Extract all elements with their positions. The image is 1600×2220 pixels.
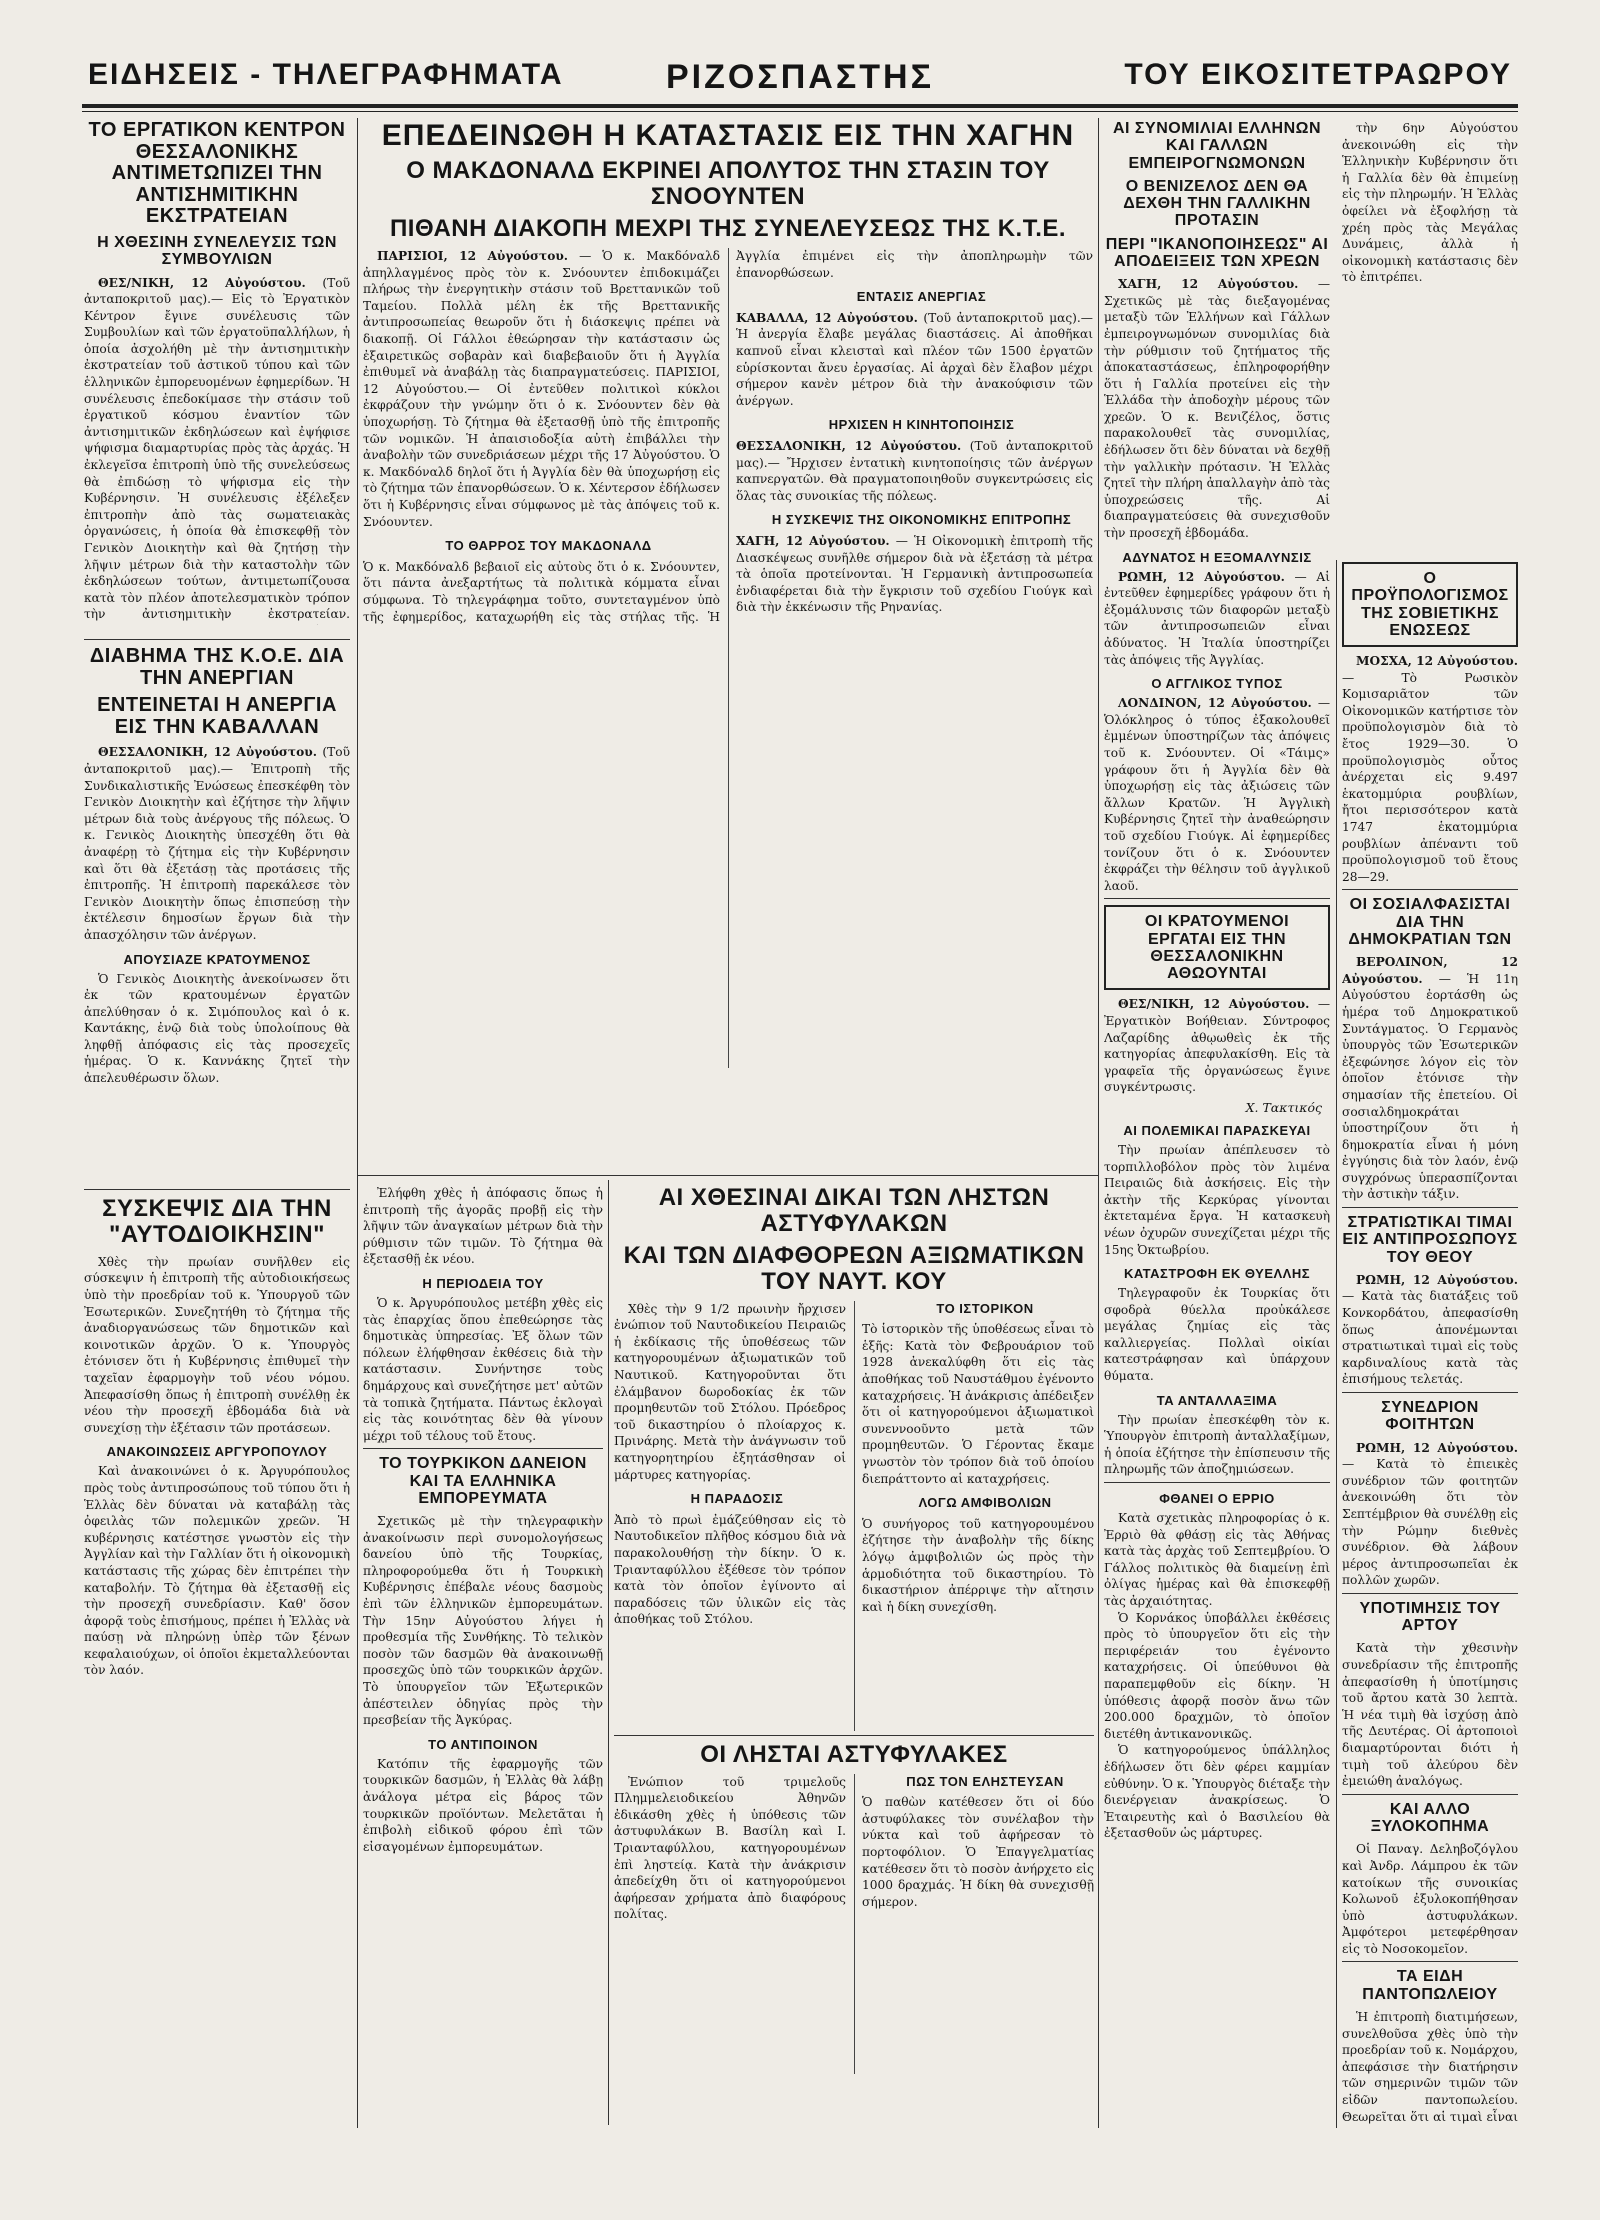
subsection-title: ΛΟΓΩ ΑΜΦΙΒΟΛΙΩΝ xyxy=(918,1495,1052,1511)
body-text: — Ἐργατικὸν Βοήθειαν. Σύντροφος Λαζαρίδης ἀθῳωθεὶς ἐκ τῆς κατηγορίας ἀπεφυλακίσθη. Εἰς τὰ γραφεῖα τῆς ὀργανώσεως ἔγινε συγκέντρωσις. xyxy=(1104,997,1330,1095)
subsection-title: ΗΡΧΙΣΕΝ Η ΚΙΝΗΤΟΠΟΙΗΣΙΣ xyxy=(828,417,1015,433)
section-label-right: ΤΟΥ ΕΙΚΟΣΙΤΕΤΡΑΩΡΟΥ xyxy=(1124,58,1512,91)
divider xyxy=(363,1448,603,1449)
article-labor-center xyxy=(84,120,350,625)
body-text: Χθὲς τὴν 9 1/2 πρωινὴν ἤρχισεν ἐνώπιον τοῦ Ναυτοδικείου Πειραιῶς ἡ ἐκδίκασις τῆς ὑποθέσεως τῶν κατηγορουμένων ἀξιωματικῶν τοῦ Ναυτικοῦ. Κατηγοροῦνται ὅτι ἐλάμβανον δωροδοκίας ἐκ τῶν προμηθευτῶν τοῦ Στόλου. Πρόεδρος τοῦ δικαστηρίου ὁ πλοίαρχος κ. Πρινάρης. Μετὰ τὴν ἀνάγνωσιν τοῦ κατηγορητηρίου ἐξητάσθησαν οἱ μάρτυρες κατηγορίας. xyxy=(614,1301,846,1482)
subsection-title: ΕΝΤΑΣΙΣ ΑΝΕΡΓΙΑΣ xyxy=(856,289,987,305)
section-label-left: ΕΙΔΗΣΕΙΣ - ΤΗΛΕΓΡΑΦΗΜΑΤΑ xyxy=(88,58,564,91)
article-column2-lower xyxy=(363,1185,603,2125)
headline: ΣΥΣΚΕΨΙΣ ΔΙΑ ΤΗΝ "ΑΥΤΟΔΙΟΙΚΗΣΙΝ" xyxy=(102,1195,332,1248)
body-text: — Ἡ 11η Αὐγούστου ἐορτάσθη ὡς ἡμέρα τοῦ Δημοκρατικοῦ Συντάγματος. Ὁ Γερμανὸς ὑπουργὸς τῶν Ἐσωτερικῶν ἐξεφώνησε λόγον εἰς τὸν ὁποῖον ἐτόνισε τὴν σημασίαν τῆς ἐπετείου. Οἱ σοσιαλδημοκράται ὑποστηρίζουν ὅτι ἡ δημοκρατία εἶναι ἡ μόνη ἐγγύησις διὰ τὸν λαόν, ἐνῷ συγχρόνως ὑπερασπίζονται τὴν ἀστικὴν τάξιν. xyxy=(1342,971,1518,1202)
column-divider xyxy=(608,1180,609,2125)
headline: ΟΙ ΚΡΑΤΟΥΜΕΝΟΙ ΕΡΓΑΤΑΙ ΕΙΣ ΤΗΝ ΘΕΣΣΑΛΟΝΙΚΗΝ ΑΘΩΟΥΝΤΑΙ xyxy=(1104,905,1330,990)
subsection-title: ΤΟ ΘΑΡΡΟΣ ΤΟΥ ΜΑΚΔΟΝΑΛΔ xyxy=(445,538,652,554)
headline: ΟΙ ΛΗΣΤΑΙ ΑΣΤΥΦΥΛΑΚΕΣ xyxy=(700,1740,1008,1768)
article-body xyxy=(84,744,350,943)
subsection-title: ΑΝΑΚΟΙΝΩΣΕΙΣ ΑΡΓΥΡΟΠΟΥΛΟΥ xyxy=(106,1444,328,1460)
divider xyxy=(1342,1207,1518,1208)
article-body xyxy=(1342,653,1518,885)
article-body: τὴν 6ην Αὐγούστου ἀνεκοινώθη εἰς τὴν Ἑλληνικὴν Κυβέρνησιν ὅτι ἡ Γαλλία δὲν θὰ ἐπιμείνῃ εἰς τὴν πληρωμήν. Ἡ Ἑλλὰς ὀφείλει νὰ ἐξοφλήσῃ τὰ χρέη πρὸς τὰς Μεγάλας Δυνάμεις, ἀλλὰ ἡ οἰκονομικὴ κατάστασις δὲν τὸ ἐπιτρέπει. xyxy=(1342,121,1518,285)
article-body: Ὁ κατηγορούμενος ὑπάλληλος ἐδήλωσεν ὅτι δὲν φέρει καμμίαν εὐθύνην. Ὁ κ. Ὑπουργὸς διέταξε τὴν διενέργειαν ἀνακρίσεως. Ὁ Ἐταιρευτὴς καὶ ὁ Βασιλείου θὰ ἐξετασθοῦν ὡς μάρτυρες. xyxy=(1104,1743,1330,1841)
subsection-title: ΑΠΟΥΣΙΑΖΕ ΚΡΑΤΟΥΜΕΝΟΣ xyxy=(123,951,311,967)
article-police-trials xyxy=(614,1185,1094,2125)
dateline: ΚΑΒΑΛΛΑ, 12 Αὐγούστου. xyxy=(736,310,918,325)
section-divider xyxy=(357,1175,1098,1176)
column-divider xyxy=(1336,560,1337,2128)
headline: ΕΠΕΔΕΙΝΩΘΗ Η ΚΑΤΑΣΤΑΣΙΣ ΕΙΣ ΤΗΝ ΧΑΓΗΝ xyxy=(381,120,1075,152)
headline: ΔΙΑΒΗΜΑ ΤΗΣ Κ.Ο.Ε. ΔΙΑ ΤΗΝ ΑΝΕΡΓΙΑΝ xyxy=(89,645,345,689)
headline: ΤΟ ΤΟΥΡΚΙΚΟΝ ΔΑΝΕΙΟΝ ΚΑΙ ΤΑ ΕΛΛΗΝΙΚΑ ΕΜΠΟΡΕΥΜΑΤΑ xyxy=(379,1455,587,1507)
article-debt-negotiations xyxy=(1104,120,1330,2125)
article-body: Ἐλήφθη χθὲς ἡ ἀπόφασις ὅπως ἡ ἐπιτροπὴ τῆς ἀγορᾶς προβῇ εἰς τὴν λῆψιν τῶν ἀναγκαίων μέτρων διὰ τὴν ρύθμισιν τῶν τιμῶν. Τὸ ζήτημα θὰ ἐξετασθῇ ἐκ νέου. xyxy=(363,1186,603,1267)
subsection-title: Η ΠΑΡΑΔΟΣΙΣ xyxy=(690,1491,784,1507)
dateline: ΡΩΜΗ, 12 Αὐγούστου. xyxy=(1356,1440,1518,1455)
dateline: ΡΩΜΗ, 12 Αὐγούστου. xyxy=(1356,1272,1518,1287)
article-col5-continuation xyxy=(1342,120,1518,560)
divider xyxy=(1104,1482,1330,1483)
article-body: Ὁ κ. Ἀργυρόπουλος μετέβη χθὲς εἰς τὰς ἐπαρχίας ὅπου ἐπεθεώρησε τὰς δημοτικὰς ὑπηρεσίας. Ἐξ ὅλων τῶν πόλεων ἐλήφθησαν ἐκθέσεις διὰ τὴν κατάστασιν. Συνήντησε τοὺς δημάρχους καὶ συνεζήτησε μετ' αὐτῶν τὰ τοπικὰ ζητήματα. Πάντως ἐκλογαὶ εἰς τὰς κοινότητας δὲν θὰ γίνουν μέχρι τοῦ τέλους τοῦ ἔτους. xyxy=(363,1295,603,1443)
article-body xyxy=(1342,1440,1518,1589)
headline: ΚΑΙ ΤΩΝ ΔΙΑΦΘΟΡΕΩΝ ΑΞΙΩΜΑΤΙΚΩΝ ΤΟΥ ΝΑΥΤ. ΚΟΥ xyxy=(623,1241,1085,1295)
headline: ΤΑ ΕΙΔΗ ΠΑΝΤΟΠΩΛΕΙΟΥ xyxy=(1362,1968,1498,2003)
article-body: Ὁ Γενικὸς Διοικητὴς ἀνεκοίνωσεν ὅτι ἐκ τῶν κρατουμένων ἐργατῶν ἀπελύθησαν ὁ κ. Σιμόπουλος καὶ ὁ κ. Καντάκης, ἐνῷ διὰ τοὺς ὑπολοίπους θὰ ληφθῇ ἀπόφασις εἰς τὰς προσεχεῖς ἡμέρας. Ὁ κ. Καννάκης ζητεῖ τὴν ἀπελευθέρωσιν ὅλων. xyxy=(84,971,350,1086)
headline: ΥΠΟΤΙΜΗΣΙΣ ΤΟΥ ΑΡΤΟΥ xyxy=(1359,1599,1501,1635)
body-text: Ὁ κ. Μακδόναλδ βεβαιοῖ εἰς αὐτοὺς ὅτι ὁ κ. Σνόουντεν, ὅτι πάντα ἀνεξαρτήτως τὰ πολιτικὰ κόμματα εἶναι σύμφωνα. Τὸ τηλεγράφημα τοῦτο, συντεταγμένον ὑπὸ τῆς ἐφημερίδος, καταχωρήθη εἰς τὰς στήλας τῆς. Ἡ Ἀγγλία ἐπιμένει εἰς τὴν ἀποπληρωμὴν τῶν ἐπανορθώσεων. xyxy=(363,249,1093,624)
article-body: Κατὰ σχετικὰς πληροφορίας ὁ κ. Ἐρριὸ θὰ φθάσῃ εἰς τὰς Ἀθήνας κατὰ τὰς ἀρχὰς τοῦ Σεπτεμβρίου. Ὁ Γάλλος πολιτικὸς θὰ διαμείνῃ ἐπὶ ὀλίγας ἡμέρας καὶ θὰ ἐπισκεφθῇ τὰς ἀρχαιότητας. xyxy=(1104,1511,1330,1608)
subsection-title: ΤΟ ΙΣΤΟΡΙΚΟΝ xyxy=(936,1300,1034,1316)
article-body xyxy=(1104,996,1330,1096)
article-body: Σχετικῶς μὲ τὴν τηλεγραφικὴν ἀνακοίνωσιν περὶ συνομολογήσεως δανείου ὑπὸ τῆς Τουρκίας, πληροφορούμεθα ὅτι ἡ Τουρκικὴ Κυβέρνησις ἐπέβαλε νέους δασμοὺς ἐπὶ τῶν ἑλληνικῶν ἐμπορευμάτων. Τὴν 15ην Αὐγούστου λήγει ἡ προθεσμία τῆς Συνθήκης. Τὸ τελικὸν ποσὸν τῶν δασμῶν θὰ ἀνακοινωθῇ προσεχῶς ὑπὸ τῶν τουρκικῶν ἀρχῶν. Τὸ ὑπουργεῖον τῶν Ἐξωτερικῶν ἀπέστειλεν ὁδηγίας πρὸς τὴν πρεσβείαν τῆς Ἀγκύρας. xyxy=(363,1514,603,1728)
body-text: (Τοῦ ἀνταποκριτοῦ μας).— Εἰς τὸ Ἐργατικὸν Κέντρον ἔγινε συνέλευσις τῶν Συμβουλίων καὶ τῶν ἐργατοϋπαλλήλων, ἡ ὁποία ἀσχολήθη μὲ τὴν ἀντισημιτικὴν ἐκστρατείαν τοῦ ἀστικοῦ τύπου καὶ τῶν ἑλληνικῶν ἐμπορευομένων ἐφημερίδων. Ἡ συνέλευσις ἐπεδοκίμασε τὴν στάσιν τοῦ ἐργατικοῦ κόσμου ἐναντίον τῶν ἀντισημιτικῶν ἐκδηλώσεων καὶ ἐψήφισε ψήφισμα διαμαρτυρίας πρὸς τὰς ἀρχάς. Ἡ ἐκλεγεῖσα ἐπιτροπὴ ὑπὸ τῆς συνελεύσεως θὰ ἐπιδώσῃ τὸ ψήφισμα εἰς τὴν Κυβέρνησιν. Ἡ συνέλευσις ἐξέλεξεν ἐπιτροπὴν ἀπὸ τὰς σωματειακὰς ὀργανώσεις, ἡ ὁποία θὰ ἐπισκεφθῇ τὸν Γενικὸν Διοικητὴν καὶ θὰ ζητήσῃ τὴν λῆψιν μέτρων διὰ τὴν καταστολὴν τῶν ἐκδηλώσεων τούτων, ἀντιμετωπίζουσα κατὰ τὸν πλέον ἀποτελεσματικὸν τρόπον τὴν ἀντισημιτικὴν ἐκστρατείαν. xyxy=(84,275,350,622)
divider xyxy=(1342,1392,1518,1393)
column-divider xyxy=(1098,118,1099,2128)
body-text: — Κατὰ τὸ ἐπιεικὲς συνέδριον τῶν φοιτητῶν ἀνεκοινώθη ὅτι τὸν Σεπτέμβριον θὰ συνέλθῃ εἰς τὴν Ρώμην διεθνὲς συνέδριον. Θὰ λάβουν μέρος ἀντιπροσωπεῖαι ἐκ πολλῶν χωρῶν. xyxy=(1342,1457,1518,1588)
article-hague-conference xyxy=(363,120,1093,1170)
dateline: ΧΑΓΗ, 12 Αὐγούστου. xyxy=(736,534,890,549)
article-body xyxy=(1342,954,1518,1203)
headline: ΑΙ ΣΥΝΟΜΙΛΙΑΙ ΕΛΛΗΝΩΝ ΚΑΙ ΓΑΛΛΩΝ ΕΜΠΕΙΡΟΓΝΩΜΟΝΩΝ xyxy=(1112,120,1322,172)
body-text: (Τοῦ ἀνταποκριτοῦ μας).— Ἐπιτροπὴ τῆς Συνδικαλιστικῆς Ἐνώσεως ἐπεσκέφθη τὸν Γενικὸν Διοικητὴν καὶ ἐζήτησε τὴν λῆψιν μέτρων διὰ τοὺς ἀνέργους τῆς πόλεως. Ὁ κ. Γενικὸς Διοικητὴς ὑπεσχέθη ὅτι θὰ ἀναφέρῃ τὸ ζήτημα εἰς τὴν Κυβέρνησιν καὶ ὅτι θὰ ἐξετάσῃ τὰς προτάσεις τῆς ἐπιτροπῆς. Ἡ ἐπιτροπὴ παρεκάλεσε τὸν Γενικὸν Διοικητὴν ὅπως ἐπισπεύσῃ τὴν ἐκτέλεσιν δημοσίων ἔργων διὰ τὴν ἀπασχόλησιν τῶν ἀνέργων. xyxy=(84,745,350,942)
article-self-government xyxy=(84,1185,350,2125)
newspaper-title: ΡΙΖΟΣΠΑΣΤΗΣ xyxy=(666,58,934,96)
article-body xyxy=(1104,569,1330,669)
body-text: — Αἱ ἐντεῦθεν ἐφημερίδες γράφουν ὅτι ἡ ἐξομάλυνσις τῶν διαφορῶν μεταξὺ τῶν ἀντιπροσωπειῶν εἶναι ἀδύνατος. Ἡ Ἰταλία ὑποστηρίζει τὰς ἀπόψεις τῆς Ἀγγλίας. xyxy=(1104,569,1330,667)
dateline: ΘΕΣ/ΝΙΚΗ, 12 Αὐγούστου. xyxy=(98,275,306,290)
headline: ΣΥΝΕΔΡΙΟΝ ΦΟΙΤΗΤΩΝ xyxy=(1381,1399,1479,1434)
article-body xyxy=(1104,276,1330,542)
article-body xyxy=(363,248,1093,1068)
dateline: ΘΕΣΣΑΛΟΝΙΚΗ, 12 Αὐγούστου. xyxy=(98,745,317,760)
divider xyxy=(1342,1961,1518,1962)
subsection-title: ΤΑ ΑΝΤΑΛΛΑΞΙΜΑ xyxy=(1156,1392,1278,1408)
subsection-title: ΠΩΣ ΤΟΝ ΕΛΗΣΤΕΥΣΑΝ xyxy=(906,1773,1064,1789)
divider xyxy=(1342,889,1518,890)
body-text: Ὁ συνήγορος τοῦ κατηγορουμένου ἐζήτησε τὴν ἀναβολὴν τῆς δίκης λόγῳ ἀμφιβολιῶν ὡς πρὸς τὴν ἁρμοδιότητα τοῦ δικαστηρίου. Τὸ δικαστήριον ἀπέρριψε τὴν αἴτησιν καὶ ἡ δίκη συνεχίσθη. xyxy=(862,1516,1094,1614)
article-body: Κατὰ τὴν χθεσινὴν συνεδρίασιν τῆς ἐπιτροπῆς ἀπεφασίσθη ἡ ὑποτίμησις τοῦ ἄρτου κατὰ 30 λεπτὰ. Ἡ νέα τιμὴ θὰ ἰσχύσῃ ἀπὸ τῆς Δευτέρας. Οἱ ἀρτοποιοὶ διαμαρτύρονται διότι ἡ τιμὴ τοῦ ἀλεύρου δὲν ἐμειώθη ἀναλόγως. xyxy=(1342,1641,1518,1789)
article-body: Ὁ Κορνάκος ὑποβάλλει ἐκθέσεις πρὸς τὸ ὑπουργεῖον ὅτι εἰς τὴν περιφέρειάν του ἐγένοντο καταχρήσεις. Οἱ ὑπεύθυνοι θὰ παραπεμφθοῦν εἰς δίκην. Ἡ ὑπόθεσις ἀφορᾷ ποσὸν ἄνω τῶν 200.000 δραχμῶν, τὸ ὁποῖον διετέθη ἀντικανονικῶς. xyxy=(1104,1610,1330,1741)
article-body: Οἱ Παναγ. Δεληβοζόγλου καὶ Ἀνδρ. Λάμπρου ἐκ τῶν κατοίκων τῆς συνοικίας Κολωνοῦ ἐξυλοκοπήθησαν ὑπὸ ἀστυφυλάκων. Ἀμφότεροι μετεφέρθησαν εἰς τὸ Νοσοκομεῖον. xyxy=(1342,1842,1518,1956)
dateline: ΛΟΝΔΙΝΟΝ, 12 Αὐγούστου. xyxy=(1118,696,1312,711)
signature: Χ. Τακτικός xyxy=(1245,1099,1322,1115)
headline: ΚΑΙ ΑΛΛΟ ΞΥΛΟΚΟΠΗΜΑ xyxy=(1370,1800,1490,1836)
body-text: — Ὁ κ. Μακδόναλδ ἀπηλλαγμένος πρὸς τὸν κ. Σνόουντεν ἐπιδοκιμάζει πλήρως τὴν ἐνεργητικὴν στάσιν τοῦ Βρεττανικῶν τοῦ Ταμείου. Πολλὰ μέλη ἐκ τῆς Βρεττανικῆς ἀντιπροσωπείας θεωροῦν ὅτι ἡ διάσκεψις πρέπει νὰ διακοπῇ. Οἱ Γάλλοι ἐθεώρησαν τὴν κατάστασιν ὡς ἐξαιρετικῶς σοβαρὰν καὶ διαβεβαιοῦν ὅτι ἡ Ἀγγλία ἐπιθυμεῖ νὰ ἀναβάλῃ τὰς διαπραγματεύσεις. ΠΑΡΙΣΙΟΙ, 12 Αὐγούστου.— Οἱ ἐντεῦθεν πολιτικοὶ κύκλοι ἐκφράζουν τὴν γνώμην ὅτι ὁ κ. Σνόουντεν δὲν θὰ ὑποχωρήσῃ. Τὸ ζήτημα θὰ ἐξετασθῇ ὑπὸ τῆς ἐπιτροπῆς τῶν νομικῶν. Ἡ ἀπαισιοδοξία αὐτὴ ἐπιβάλλει τὴν ἀναβολὴν τῶν συνεδριάσεων μέχρι τῆς 17 Ἀὐγούστου. Ὁ κ. Μακδόναλδ δηλοῖ ὅτι ἡ Ἀγγλία δὲν θὰ ὑποχωρήσῃ εἰς τὸ ζήτημα τῶν ἐπανορθώσεων. Ὁ κ. Χέντερσον ἐδήλωσεν ὅτι ἡ Κυβέρνησις εἶναι σύμφωνος μὲ τὰς ἀπόψεις τοῦ κ. Σνόουντεν. xyxy=(363,249,721,529)
subsection-title: ΤΟ ΑΝΤΙΠΟΙΝΟΝ xyxy=(428,1736,538,1752)
subsection-title: Ο ΑΓΓΛΙΚΟΣ ΤΥΠΟΣ xyxy=(1151,676,1283,692)
body-text: — Ἡ Οἰκονομικὴ ἐπιτροπὴ τῆς Διασκέψεως συνῆλθε σήμερον διὰ νὰ ἐξετάσῃ τὰ μέτρα τὰ ὁποῖα προτείνονται. Ἡ Γερμανικὴ ἀντιπροσωπεία ἐνδιαφέρεται διὰ τὴν ἔγκρισιν τοῦ σχεδίου Γιούγκ καὶ διὰ τὴν ἐκκένωσιν τῆς Ρηνανίας. xyxy=(736,534,1093,615)
article-body: Τὴν πρωίαν ἐπεσκέφθη τὸν κ. Ὑπουργὸν ἐπιτροπὴ ἀνταλλαξίμων, ἡ ὁποία ἐζήτησε τὴν ἐπίσπευσιν τῆς πληρωμῆς τῶν ἀποζημιώσεων. xyxy=(1104,1412,1330,1477)
body-text: (Τοῦ ἀνταποκριτοῦ μας).— Ἡ ἀνεργία ἔλαβε μεγάλας διαστάσεις. Αἱ ἀποθῆκαι καπνοῦ εἶναι κλεισταὶ καὶ πλέον τῶν 1500 ἐργατῶν εὑρίσκονται ἄνευ ἐργασίας. Αἱ ἀρχαὶ δὲν ἔλαβον μέχρι σήμερον κανὲν μέτρον διὰ τὴν ἀνακούφισιν τῶν ἀνέργων. xyxy=(736,310,1093,408)
subsection-title: Η ΣΥΣΚΕΨΙΣ ΤΗΣ ΟΙΚΟΝΟΜΙΚΗΣ ΕΠΙΤΡΟΠΗΣ xyxy=(771,512,1072,528)
subsection-title: ΚΑΤΑΣΤΡΟΦΗ ΕΚ ΘΥΕΛΛΗΣ xyxy=(1123,1266,1311,1282)
subheadline: Ο ΜΑΚΔΟΝΑΛΔ ΕΚΡΙΝΕΙ ΑΠΟΛΥΤΟΣ ΤΗΝ ΣΤΑΣΙΝ ΤΟΥ ΣΝΟΟΥΝΤΕΝ xyxy=(406,157,1050,211)
article-body: Ἡ ἐπιτροπὴ διατιμήσεων, συνελθοῦσα χθὲς ὑπὸ τὴν προεδρίαν τοῦ κ. Νομάρχου, ἀπεφάσισε τὴν διατήρησιν τῶν σημερινῶν τιμῶν τῶν εἰδῶν παντοπωλείου. Θεωρεῖται ὅτι αἱ τιμαὶ εἶναι xyxy=(1342,2010,1518,2124)
divider xyxy=(614,1735,1094,1736)
article-body xyxy=(614,1301,1094,1731)
dateline: ΧΑΓΗ, 12 Αὐγούστου. xyxy=(1118,277,1299,292)
divider xyxy=(1104,898,1330,899)
article-body: Τηλεγραφοῦν ἐκ Τουρκίας ὅτι σφοδρὰ θύελλα προὐκάλεσε μεγάλας ζημίας εἰς τὰς καλλιεργείας. Πολλαὶ οἰκίαι κατεστράφησαν καὶ ὑπάρχουν θύματα. xyxy=(1104,1286,1330,1384)
masthead-rule-thin xyxy=(82,111,1518,112)
body-text: — Ὁλόκληρος ὁ τύπος ἐξακολουθεῖ ἐμμένων ὑποστηρίζων τὰς ἀπόψεις τοῦ κ. Σνόουντεν. Οἱ «Τάιμς» γράφουν ὅτι ἡ Ἀγγλία δὲν θὰ ὑποχωρήσῃ εἰς τὰς ἀξιώσεις τῶν ἄλλων Κρατῶν. Ἡ Ἀγγλικὴ Κυβέρνησις ζητεῖ τὴν ἀναθεώρησιν τοῦ σχεδίου Γιούγκ. Αἱ ἐφημερίδες τονίζουν ὅτι ὁ κ. Σνόουντεν ἐκφράζει τὴν θέλησιν τοῦ ἀγγλικοῦ λαοῦ. xyxy=(1104,696,1330,893)
dateline: ΘΕΣΣΑΛΟΝΙΚΗ, 12 Αὐγούστου. xyxy=(736,439,962,454)
subsection-title: Η ΠΕΡΙΟΔΕΙΑ ΤΟΥ xyxy=(422,1275,544,1291)
headline: ΟΙ ΣΟΣΙΑΛΦΑΣΙΣΤΑΙ ΔΙΑ ΤΗΝ ΔΗΜΟΚΡΑΤΙΑΝ ΤΩΝ xyxy=(1348,896,1512,948)
article-body: Κατόπιν τῆς ἐφαρμογῆς τῶν τουρκικῶν δασμῶν, ἡ Ἑλλὰς θὰ λάβῃ ἀνάλογα μέτρα εἰς βάρος τῶν τουρκικῶν προϊόντων. Μελετᾶται ἡ ἐπιβολὴ εἰδικοῦ φόρου ἐπὶ τῶν εἰσαγομένων ἐμπορευμάτων. xyxy=(363,1756,603,1854)
column-divider xyxy=(357,118,358,2128)
article-body xyxy=(1104,695,1330,894)
subheadline: ΕΝΤΕΙΝΕΤΑΙ Η ΑΝΕΡΓΙΑ ΕΙΣ ΤΗΝ ΚΑΒΑΛΛΑΝ xyxy=(97,694,337,738)
body-text: — Σχετικῶς μὲ τὰς διεξαγομένας μεταξὺ τῶν Ἑλλήνων καὶ Γάλλων ἐμπειρογνωμόνων συνομιλίας διὰ τὴν ρύθμισιν τοῦ ζητήματος τῆς ἀποκαταστάσεως, ἐπληροφορήθην ὅτι ἡ Γαλλία προτείνει εἰς τὴν Ἑλλάδα τὴν ἀποδοχὴν μέρους τῶν χρεῶν. Ὁ κ. Βενιζέλος, ὅστις παρακολουθεῖ τὰς συνομιλίας, ἐδήλωσεν ὅτι δὲν δύναται νὰ δεχθῇ τὴν γαλλικὴν πρότασιν. Ἡ Ἑλλὰς ζητεῖ τὴν πλήρη ἀπαλλαγὴν ἀπὸ τὰς ὑποχρεώσεις τῆς. Αἱ διαπραγματεύσεις θὰ συνεχισθοῦν τὴν προσεχῆ ἑβδομάδα. xyxy=(1104,277,1330,541)
body-text: Ἐνώπιον τοῦ τριμελοῦς Πλημμελειοδικείου Ἀθηνῶν ἐδικάσθη χθὲς ἡ ὑπόθεσις τῶν ἀστυφυλάκων Β. Βασίλη καὶ Ι. Τριανταφύλλου, κατηγορουμένων ἐπὶ ληστείᾳ. Κατὰ τὴν ἀνάκρισιν ἀπεδείχθη ὅτι οἱ κατηγορούμενοι ἀφήρεσαν χρήματα ἀπὸ διαφόρους πολίτας. xyxy=(614,1774,846,1922)
headline: ΑΙ ΧΘΕΣΙΝΑΙ ΔΙΚΑΙ ΤΩΝ ΛΗΣΤΩΝ ΑΣΤΥΦΥΛΑΚΩΝ xyxy=(658,1185,1050,1237)
body-text: Ἀπὸ τὸ πρωὶ ἐμάζεύθησαν εἰς τὸ Ναυτοδικεῖον πλῆθος κόσμου διὰ νὰ παρακολουθήσῃ τὴν δίκην. Ὁ κ. Τριανταφύλλου ἐξέθεσε τὸν τρόπον κατὰ τὸν ὁποῖον ἐγίνοντο αἱ παραδόσεις τῶν ὑλικῶν εἰς τὰς ἀποθήκας τοῦ Στόλου. xyxy=(614,1512,846,1627)
body-text: (Τοῦ ἀνταποκριτοῦ μας).— Ἤρχισεν ἐντατικὴ κινητοποίησις τῶν ἀνέργων καπνεργατῶν. Θὰ πραγματοποιηθοῦν συγκεντρώσεις εἰς ὅλας τὰς συνοικίας τῆς πόλεως. xyxy=(736,439,1093,503)
subheadline: Η ΧΘΕΣΙΝΗ ΣΥΝΕΛΕΥΣΙΣ ΤΩΝ ΣΥΜΒΟΥΛΙΩΝ xyxy=(97,233,337,269)
headline: Ο ΠΡΟΫΠΟΛΟΓΙΣΜΟΣ ΤΗΣ ΣΟΒΙΕΤΙΚΗΣ ΕΝΩΣΕΩΣ xyxy=(1342,562,1518,647)
article-body xyxy=(84,275,350,626)
subsection-title: ΑΙ ΠΟΛΕΜΙΚΑΙ ΠΑΡΑΣΚΕΥΑΙ xyxy=(1123,1122,1311,1138)
dateline: ΠΑΡΙΣΙΟΙ, 12 Αὐγούστου. xyxy=(377,249,569,264)
divider xyxy=(1342,1794,1518,1795)
headline: ΠΕΡΙ "ΙΚΑΝΟΠΟΙΗΣΕΩΣ" ΑΙ ΑΠΟΔΕΙΞΕΙΣ ΤΩΝ ΧΡΕΩΝ xyxy=(1105,235,1329,270)
subsection-title: ΦΘΑΝΕΙ Ο ΕΡΡΙΟ xyxy=(1159,1491,1275,1507)
subsection-title: ΑΔΥΝΑΤΟΣ Η ΕΞΟΜΑΛΥΝΣΙΣ xyxy=(1122,549,1312,565)
dateline: ΜΟΣΧΑ, 12 Αὐγούστου. xyxy=(1356,654,1518,669)
dateline: ΘΕΣ/ΝΙΚΗ, 12 Αὐγούστου. xyxy=(1118,997,1310,1012)
headline: Ο ΒΕΝΙΖΕΛΟΣ ΔΕΝ ΘΑ ΔΕΧΘΗ ΤΗΝ ΓΑΛΛΙΚΗΝ ΠΡΟΤΑΣΙΝ xyxy=(1123,177,1311,230)
body-text: Τὸ ἱστορικὸν τῆς ὑποθέσεως εἶναι τὸ ἑξῆς: Κατὰ τὸν Φεβρουάριον τοῦ 1928 ἀνεκαλύφθη ὅτι εἰς τὰς ἀποθήκας τοῦ Ναυστάθμου ἐγένοντο καταχρήσεις. Ἡ ἀνάκρισις ἀπέδειξεν ὅτι οἱ κατηγορούμενοι ἀξιωματικοὶ συνεννοοῦντο μετὰ τῶν προμηθευτῶν. Ὁ Γέροντας ἔκαμε γνωστὸν τὸν τρόπον διὰ τοῦ ὁποίου διεπράττοντο αἱ καταχρήσεις. xyxy=(862,1322,1094,1486)
article-col5 xyxy=(1342,562,1518,2125)
article-body: Χθὲς τὴν πρωίαν συνῆλθεν εἰς σύσκεψιν ἡ ἐπιτροπὴ τῆς αὐτοδιοικήσεως ὑπὸ τὴν προεδρίαν τοῦ κ. Ὑπουργοῦ τῶν Ἐσωτερικῶν. Συνεζητήθη τὸ ζήτημα τῆς ἀναδιοργανώσεως τῶν δημοτικῶν καὶ κοινοτικῶν ἀρχῶν. Ὁ κ. Ὑπουργὸς ἐτόνισεν ὅτι ἡ Κυβέρνησις ἐπιθυμεῖ τὴν ταχεῖαν ἐφαρμογὴν τοῦ νέου νόμου. Ἀπεφασίσθη ὅπως ἡ ἐπιτροπὴ συνέλθῃ ἐκ νέου τὴν προσεχῆ ἑβδομάδα διὰ νὰ συνεχίσῃ τὴν ἐξέτασιν τῶν προτάσεων. xyxy=(84,1254,350,1435)
body-text: — Κατὰ τὰς διατάξεις τοῦ Κονκορδάτου, ἀπεφασίσθη ὅπως ἀπονέμωνται στρατιωτικαὶ τιμαὶ εἰς τοὺς καρδιναλίους κατὰ τὰς ἐπισήμους τελετάς. xyxy=(1342,1289,1518,1387)
article-body: Τὴν πρωίαν ἀπέπλευσεν τὸ τορπιλλοβόλον πρὸς τὸν λιμένα Πειραιῶς διὰ ἀσκήσεις. Εἰς τὴν ἀκτὴν τῆς Κερκύρας γίνονται ἐκτεταμένα ἔργα. Ἡ κατασκευὴ νέων ὀχυρῶν συνεχίζεται μέχρι τῆς 15ης Ὀκτωβρίου. xyxy=(1104,1142,1330,1257)
article-body: Καὶ ἀνακοινώνει ὁ κ. Ἀργυρόπουλος πρὸς τοὺς ἀντιπροσώπους τοῦ τύπου ὅτι ἡ Ἑλλὰς δὲν δύναται νὰ καταβάλῃ τὰς ὀφειλὰς τῶν πολεμικῶν χρεῶν. Ἡ κυβέρνησις κατέστησε γνωστὸν εἰς τὴν Ἀγγλίαν καὶ τὴν Γαλλίαν ὅτι ἡ οἰκονομικὴ κατάστασις τῆς χώρας δὲν ἐπιτρέπει τὴν καταβολήν. Τὸ ζήτημα θὰ ἐξετασθῇ εἰς τὴν προσεχῆ συνεδρίασιν. Καθ' ὅσον ἀφορᾷ τοὺς ἐπισήμους, πρέπει ἡ Ἑλλὰς νὰ παύσῃ νὰ πληρώνῃ ὑπὲρ τῶν ξένων κεφαλαιούχων, οἱ ὁποῖοι ἐκμεταλλεύονται τὸν λαόν. xyxy=(84,1464,350,1678)
divider xyxy=(84,1189,350,1190)
divider xyxy=(1342,1593,1518,1594)
masthead-rule xyxy=(82,104,1518,108)
article-body xyxy=(614,1774,1094,2074)
body-text: — Τὸ Ρωσικὸν Κομισαριᾶτον τῶν Οἰκονομικῶν κατήρτισε τὸν προϋπολογισμὸν διὰ τὸ ἔτος 1929—30. Ὁ προϋπολογισμὸς οὗτος ἀνέρχεται εἰς 9.497 ἑκατομμύρια ρουβλίων, ἤτοι περισσότερον κατὰ 1747 ἑκατομμύρια ρουβλίων ἀπέναντι τοῦ προϋπολογισμοῦ τοῦ ἔτους 28—29. xyxy=(1342,670,1518,884)
headline: ΣΤΡΑΤΙΩΤΙΚΑΙ ΤΙΜΑΙ ΕΙΣ ΑΝΤΙΠΡΟΣΩΠΟΥΣ ΤΟΥ ΘΕΟΥ xyxy=(1342,1214,1518,1266)
body-text: Ὁ παθὼν κατέθεσεν ὅτι οἱ δύο ἀστυφύλακες τὸν συνέλαβον τὴν νύκτα καὶ τοῦ ἀφήρεσαν τὸ πορτοφόλιον. Ὁ Ἐπαγγελματίας κατέθεσεν ὅτι τὸ ποσὸν ἀνήρχετο εἰς 1000 δραχμάς. Ἡ δίκη θὰ συνεχισθῇ σήμερον. xyxy=(862,1795,1094,1909)
article-unemployment xyxy=(84,635,350,1175)
dateline: ΒΕΡΟΛΙΝΟΝ, 12 Αὐγούστου. xyxy=(1342,955,1518,986)
headline: ΤΟ ΕΡΓΑΤΙΚΟΝ ΚΕΝΤΡΟΝ ΘΕΣΣΑΛΟΝΙΚΗΣ ΑΝΤΙΜΕΤΩΠΙΖΕΙ ΤΗΝ ΑΝΤΙΣΗΜΙΤΙΚΗΝ ΕΚΣΤΡΑΤΕΙΑΝ xyxy=(88,120,346,228)
subheadline: ΠΙΘΑΝΗ ΔΙΑΚΟΠΗ ΜΕΧΡΙ ΤΗΣ ΣΥΝΕΛΕΥΣΕΩΣ ΤΗΣ Κ.Τ.Ε. xyxy=(389,215,1067,243)
article-body xyxy=(1342,1272,1518,1388)
divider xyxy=(84,639,350,640)
dateline: ΡΩΜΗ, 12 Αὐγούστου. xyxy=(1118,569,1285,584)
